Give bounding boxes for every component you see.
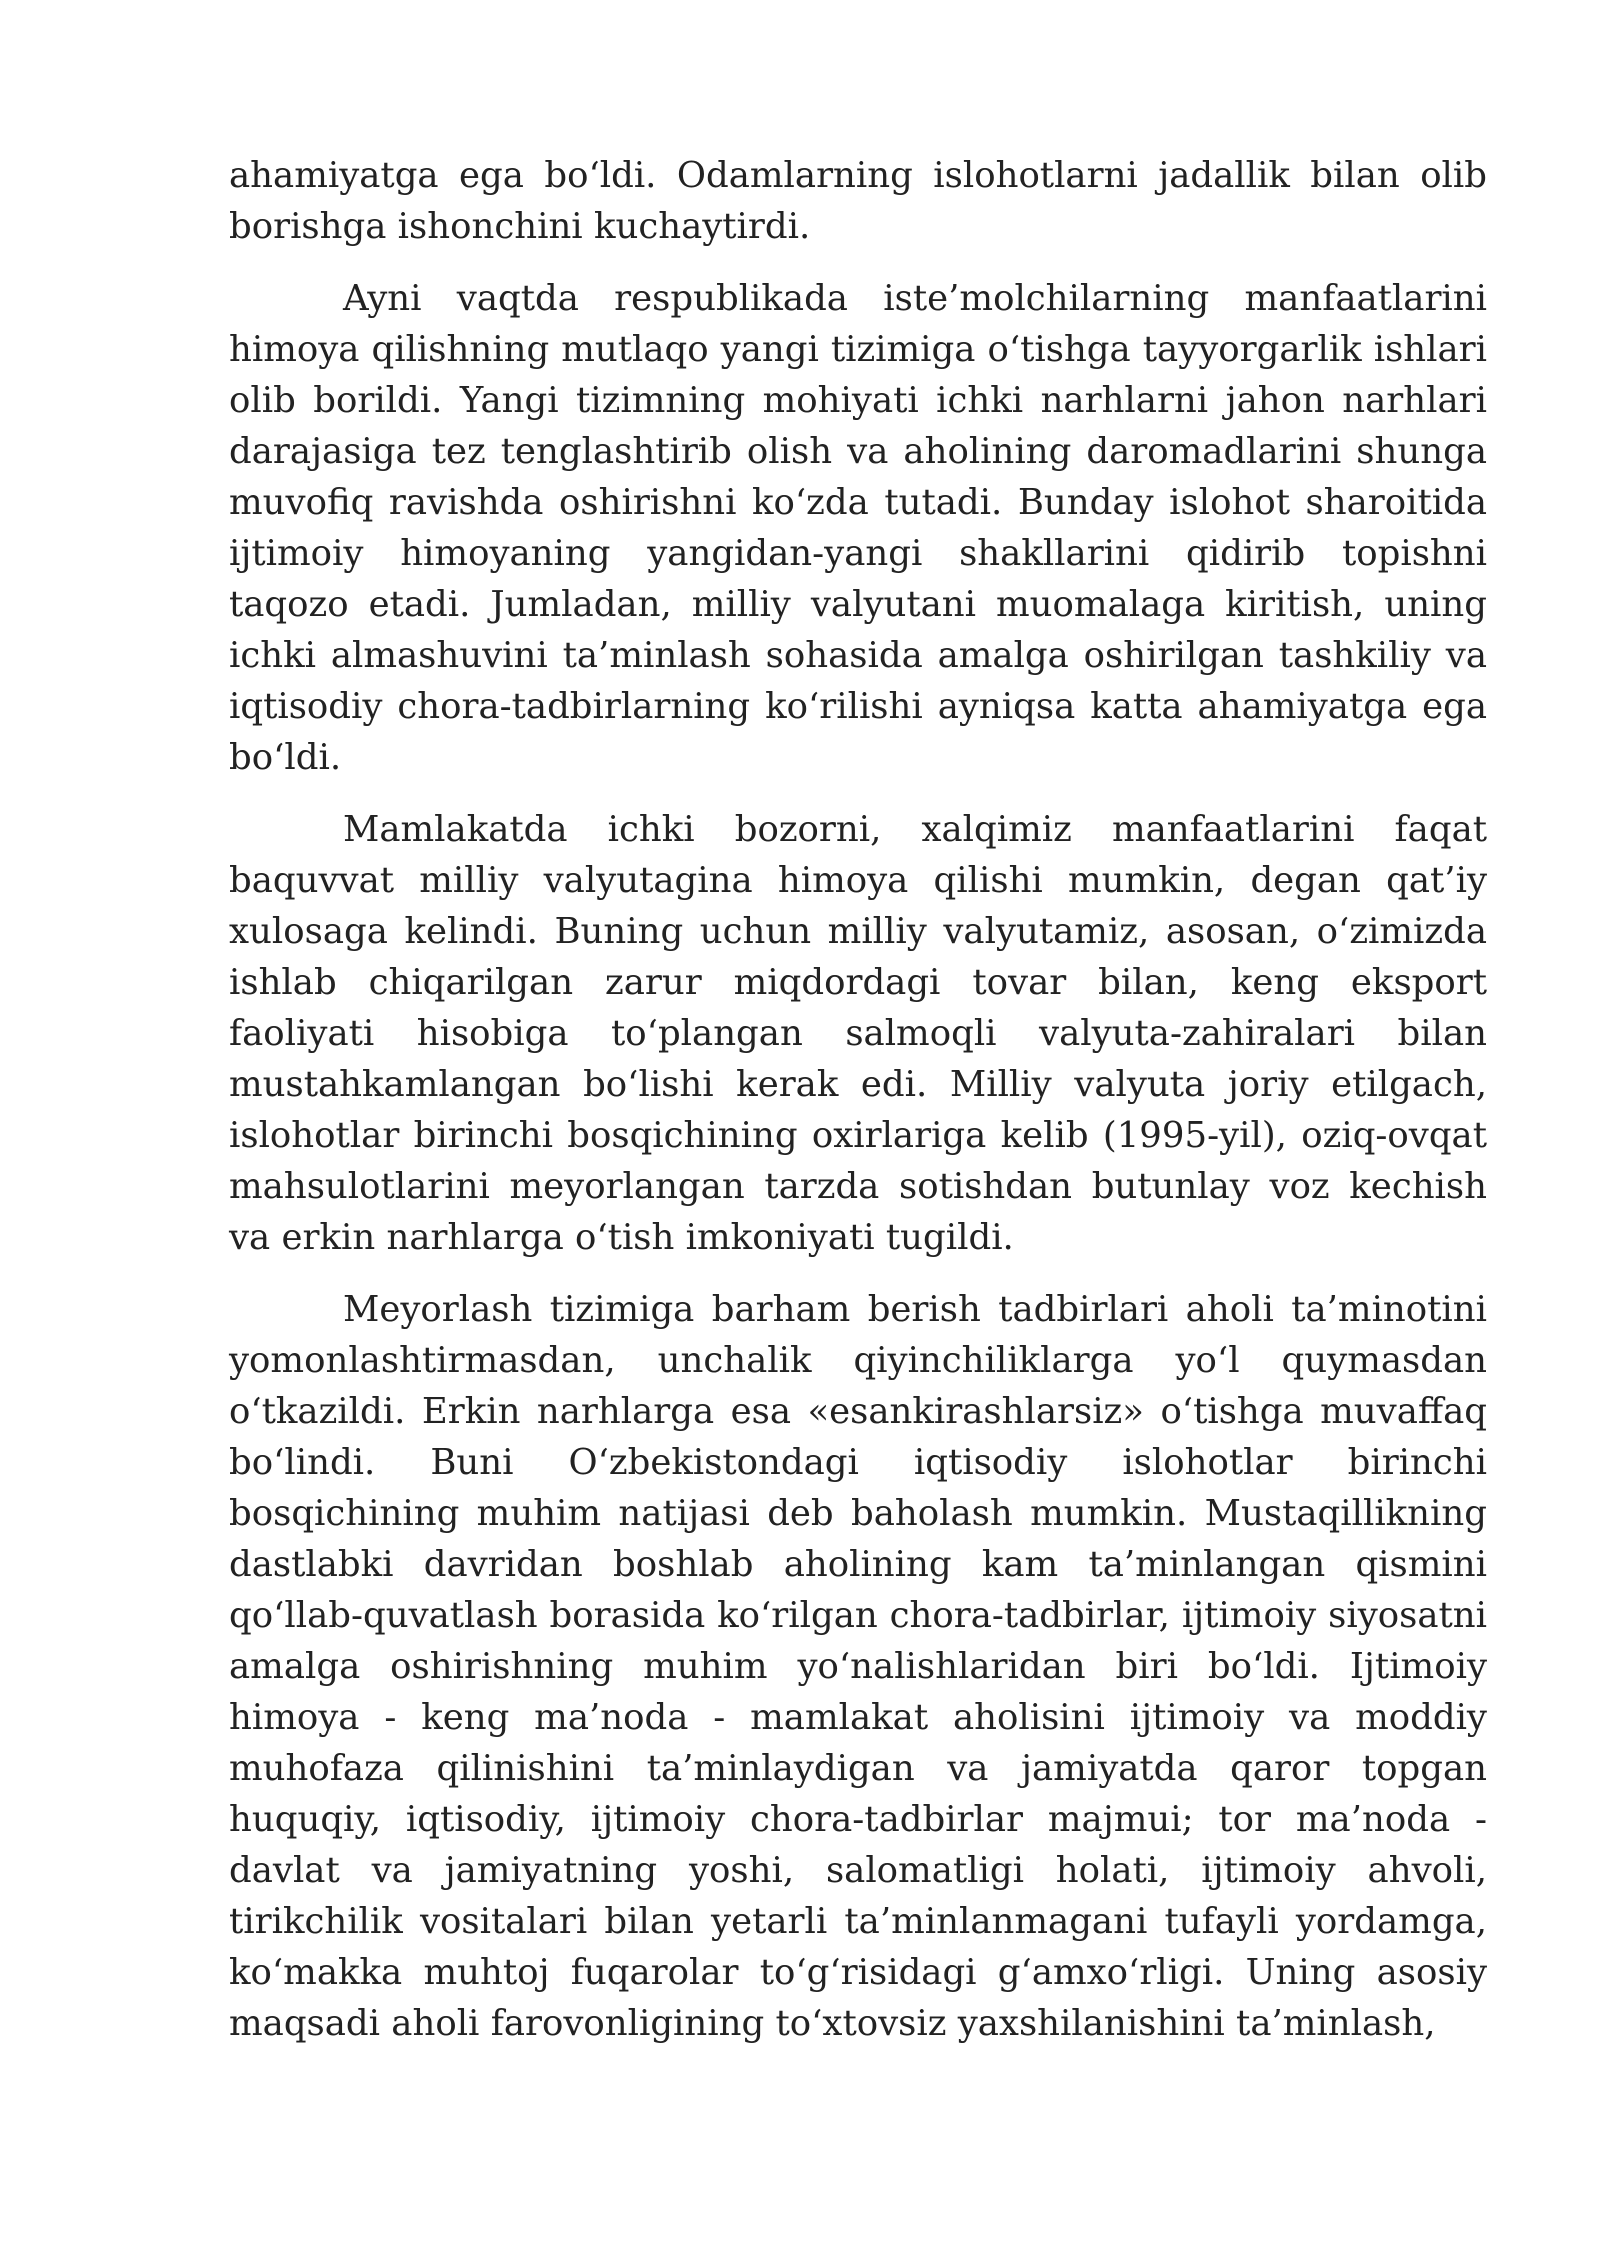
- paragraph-national-currency: Mamlakatda ichki bozorni, xalqimiz manfaatlarini faqat baquvvat milliy valyutagina himoya qilishi mumkin, degan qat’iy xulosaga kelindi. Buning uchun milliy valyutamiz, asosan, o‘zimizda ishlab chiqarilgan zarur miqdordagi tovar bilan, keng eksport faoliyati hisobiga to‘plangan salmoqli valyuta-zahiralari bilan mustahkamlangan bo‘lishi kerak edi. Milliy valyuta joriy etilgach, islohotlar birinchi bosqichining oxirlariga kelib (1995-yil), oziq-ovqat mahsulotlarini meyorlangan tarzda sotishdan butunlay voz kechish va erkin narhlarga o‘tish imkoniyati tugildi.: [229, 809, 1487, 1258]
- paragraph-consumer-protection: Ayni vaqtda respublikada iste’molchilarning manfaatlarini himoya qilishning mutlaqo yangi tizimiga o‘tishga tayyorgarlik ishlari olib borildi. Yangi tizimning mohiyati ichki narhlarni jahon narhlari darajasiga tez tenglashtirib olish va aholining daromadlarini shunga muvofiq ravishda oshirishni ko‘zda tutadi. Bunday islohot sharoitida ijtimoiy himoyaning yangidan-yangi shakllarini qidirib topishni taqozo etadi. Jumladan, milliy valyutani muomalaga kiritish, uning ichki almashuvini ta’minlash sohasida amalga oshirilgan tashkiliy va iqtisodiy chora-tadbirlarning ko‘rilishi ayniqsa katta ahamiyatga ega bo‘ldi.: [229, 278, 1487, 778]
- paragraph-continued: ahamiyatga ega bo‘ldi. Odamlarning islohotlarni jadallik bilan olib borishga ishonchini kuchaytirdi.: [229, 155, 1487, 247]
- paragraph-social-protection: Meyorlash tizimiga barham berish tadbirlari aholi ta’minotini yomonlashtirmasdan, unchalik qiyinchiliklarga yo‘l quymasdan o‘tkazildi. Erkin narhlarga esa «esankirashlarsiz» o‘tishga muvaffaq bo‘lindi. Buni O‘zbekistondagi iqtisodiy islohotlar birinchi bosqichining muhim natijasi deb baholash mumkin. Mustaqillikning dastlabki davridan boshlab aholining kam ta’minlangan qismini qo‘llab-quvatlash borasida ko‘rilgan chora-tadbirlar, ijtimoiy siyosatni amalga oshirishning muhim yo‘nalishlaridan biri bo‘ldi. Ijtimoiy himoya - keng ma’noda - mamlakat aholisini ijtimoiy va moddiy muhofaza qilinishini ta’minlaydigan va jamiyatda qaror topgan huquqiy, iqtisodiy, ijtimoiy chora-tadbirlar majmui; tor ma’noda - davlat va jamiyatning yoshi, salomatligi holati, ijtimoiy ahvoli, tirikchilik vositalari bilan yetarli ta’minlanmagani tufayli yordamga, ko‘makka muhtoj fuqarolar to‘g‘risidagi g‘amxo‘rligi. Uning asosiy maqsadi aholi farovonligining to‘xtovsiz yaxshilanishini ta’minlash,: [229, 1289, 1487, 2044]
- document-body: [229, 150, 1487, 2070]
